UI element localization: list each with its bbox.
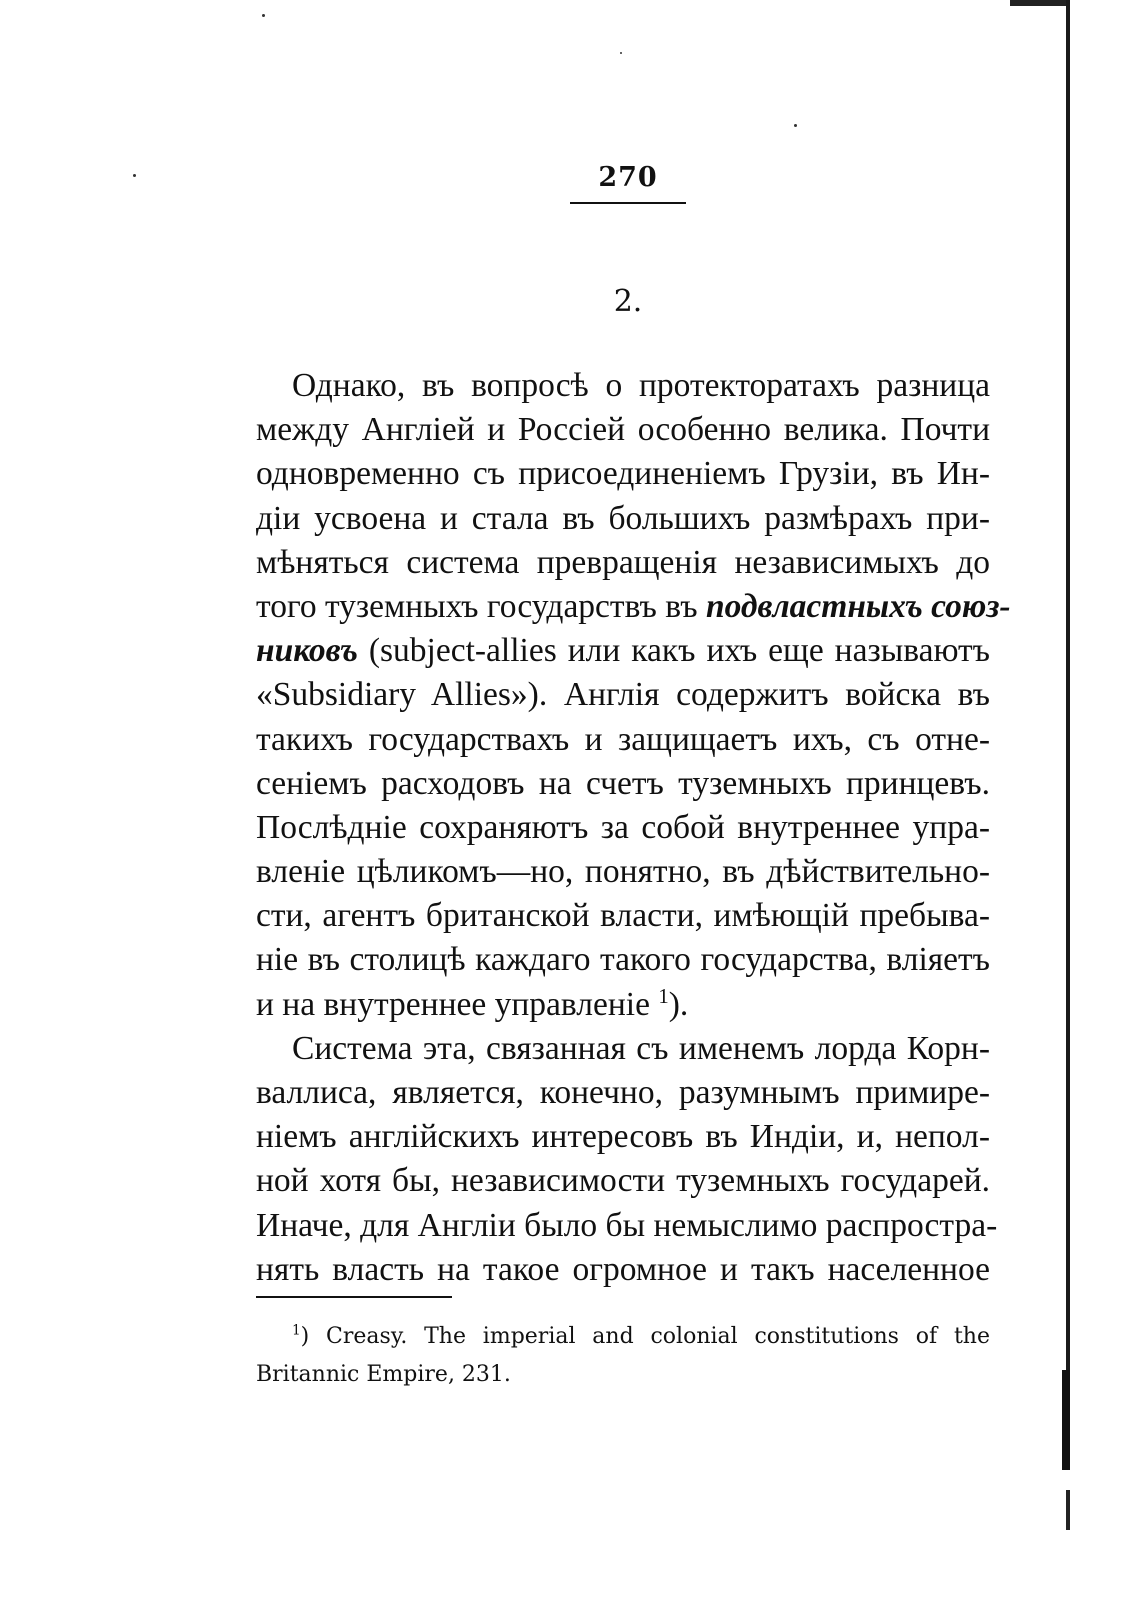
text-line: валлиса, является, конечно, разумнымъ примире- — [256, 1074, 990, 1111]
text-line: одновременно съ присоединеніемъ Грузіи, въ Ин- — [256, 455, 990, 493]
text-line-mixed — [256, 983, 990, 1027]
text-segment: ). — [668, 985, 689, 1023]
italic-term: никовъ — [256, 632, 358, 670]
footnote-separator — [256, 1296, 452, 1298]
scan-edge-mark — [1066, 1490, 1070, 1530]
text-line: ніе въ столицѣ каждаго такого государства, вліяетъ — [256, 941, 990, 979]
text-line: между Англіей и Россіей особенно велика. Почти — [256, 411, 990, 449]
text-line: Иначе, для Англіи было бы немыслимо распростра- — [256, 1206, 998, 1244]
text-line: такихъ государствахъ и защищаетъ ихъ, съ отне- — [256, 720, 990, 758]
text-segment: (subject-allies или какъ ихъ еще называютъ — [357, 632, 990, 670]
page-number: 270 — [598, 162, 658, 193]
main-text — [256, 364, 1011, 1292]
text-line: ніемъ англійскихъ интересовъ въ Индіи, и, непол- — [256, 1118, 990, 1156]
scan-speck — [620, 52, 622, 54]
text-segment: того туземныхъ государствъ въ — [256, 587, 706, 625]
text-line-mixed — [256, 585, 1011, 629]
footnote-marker: 1 — [292, 1322, 301, 1339]
scan-edge-right — [1066, 0, 1070, 1470]
scan-speck — [794, 124, 797, 127]
scan-speck — [262, 14, 265, 17]
text-line: діи усвоена и стала въ большихъ размѣрахъ при- — [256, 499, 990, 537]
text-line: «Subsidiary Allies»). Англія содержитъ войска въ — [256, 676, 990, 714]
footnote — [256, 1318, 990, 1394]
text-line: мѣняться система превращенія независимыхъ до — [256, 543, 990, 581]
footnote-ref[interactable]: 1 — [658, 984, 669, 1008]
text-line: сеніемъ расходовъ на счетъ туземныхъ принцевъ. — [256, 764, 990, 802]
footnote-line — [256, 1318, 990, 1356]
text-line: сти, агентъ британской власти, имѣющій пребыва- — [256, 897, 990, 935]
text-line: ной хотя бы, независимости туземныхъ государей. — [256, 1162, 990, 1200]
text-line-mixed — [256, 629, 990, 673]
footnote-text: ) Creasy. The imperial and colonial constitutions of the — [300, 1324, 990, 1349]
italic-term: подвластныхъ союз- — [705, 587, 1011, 625]
section-number: 2. — [613, 284, 643, 319]
text-line: Однако, въ вопросѣ о протекторатахъ разница — [292, 367, 990, 404]
text-line: нять власть на такое огромное и такъ населенное — [256, 1250, 990, 1288]
text-line: Система эта, связанная съ именемъ лорда Корн- — [292, 1029, 990, 1067]
scan-speck — [133, 174, 136, 177]
scan-edge-shadow — [1062, 1370, 1070, 1470]
text-segment: и на внутреннее управленіе — [256, 985, 659, 1023]
text-line: вленіе цѣликомъ—но, понятно, въ дѣйствительно- — [256, 853, 990, 891]
scan-edge-top — [1010, 0, 1070, 6]
footnote-line: Britannic Empire, 231. — [256, 1362, 511, 1387]
page-number-underline — [570, 202, 686, 204]
text-line: Послѣдніе сохраняютъ за собой внутреннее упра- — [256, 808, 990, 846]
